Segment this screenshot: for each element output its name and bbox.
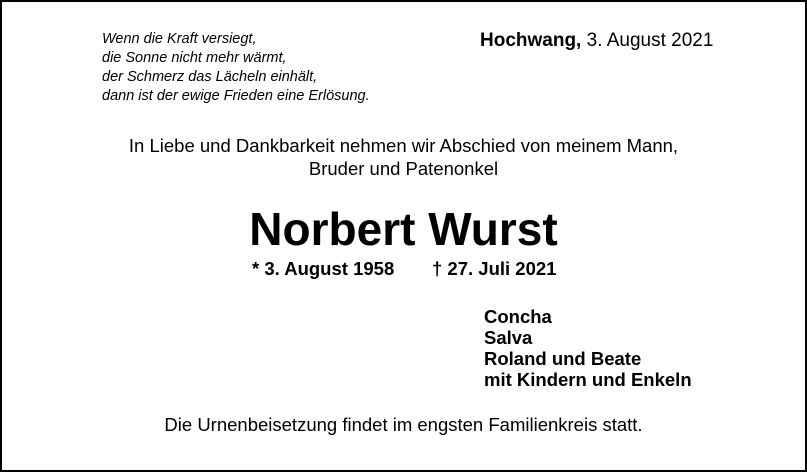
poem-line: der Schmerz das Lächeln einhält, (102, 69, 318, 85)
mourner-line: Roland und Beate (484, 348, 642, 369)
poem-block (102, 30, 370, 106)
birth-date: * 3. August 1958 (252, 258, 395, 279)
notice-date: 3. August 2021 (586, 30, 714, 51)
intro-line: Bruder und Patenonkel (308, 158, 499, 179)
mourners-list (484, 306, 692, 390)
poem-line: dann ist der ewige Frieden eine Erlösung. (102, 88, 370, 104)
place-name: Hochwang, (480, 30, 582, 51)
intro-line: In Liebe und Dankbarkeit nehmen wir Abschied von meinem Mann, (128, 135, 679, 156)
poem-line: Wenn die Kraft versiegt, (102, 31, 257, 47)
intro-text (0, 134, 807, 180)
mourner-line: mit Kindern und Enkeln (484, 369, 692, 390)
burial-note: Die Urnenbeisetzung findet im engsten Familienkreis statt. (164, 414, 643, 435)
deceased-name: Norbert Wurst (249, 203, 558, 255)
poem-line: die Sonne nicht mehr wärmt, (102, 50, 287, 66)
death-date: † 27. Juli 2021 (432, 258, 557, 279)
mourner-line: Concha (484, 306, 552, 327)
mourner-line: Salva (484, 327, 533, 348)
place-date (480, 30, 713, 52)
